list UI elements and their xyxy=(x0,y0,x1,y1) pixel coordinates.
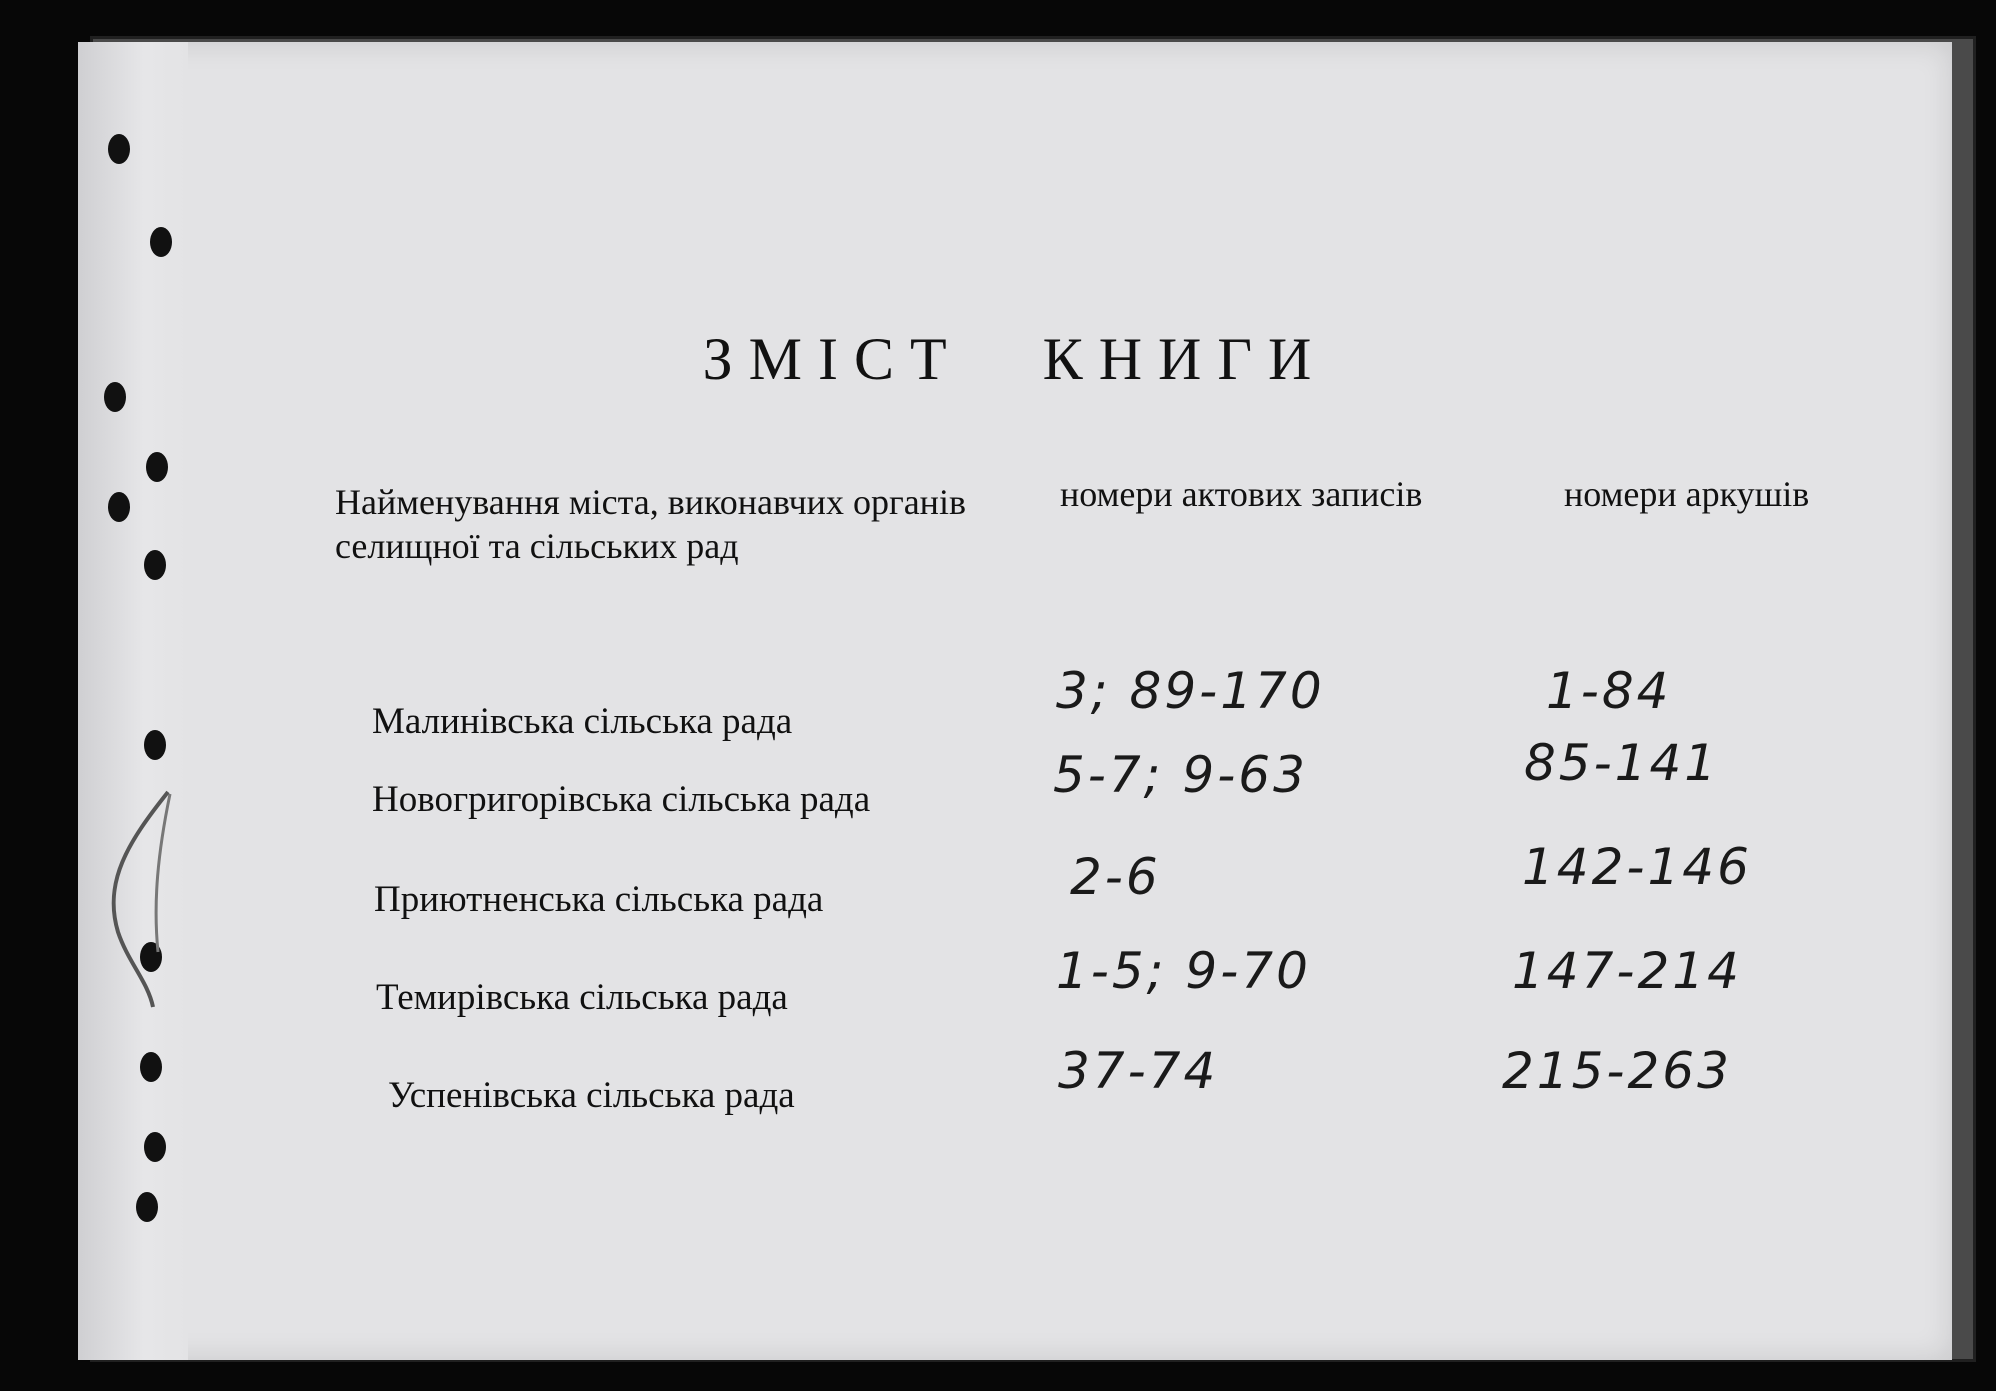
binding-hole xyxy=(150,227,172,257)
title-word-1: ЗМІСТ xyxy=(702,326,963,392)
binding-hole xyxy=(108,134,130,164)
book-page xyxy=(78,42,1952,1360)
row-sheet-numbers: 1-84 xyxy=(1546,662,1672,720)
row-council-name: Малинівська сільська рада xyxy=(372,701,793,742)
row-sheet-numbers: 215-263 xyxy=(1502,1042,1732,1100)
row-council-name: Новогригорівська сільська рада xyxy=(372,779,871,820)
binding-string xyxy=(108,782,178,1012)
row-record-numbers: 1-5; 9-70 xyxy=(1056,942,1311,1000)
row-record-numbers: 3; 89-170 xyxy=(1056,662,1325,720)
row-sheet-numbers: 85-141 xyxy=(1524,734,1720,792)
row-sheet-numbers: 142-146 xyxy=(1522,838,1752,896)
row-record-numbers: 37-74 xyxy=(1058,1042,1219,1100)
binding-hole xyxy=(144,730,166,760)
binding-hole xyxy=(140,1052,162,1082)
row-record-numbers: 5-7; 9-63 xyxy=(1053,746,1308,804)
binding-hole xyxy=(144,1132,166,1162)
page-title xyxy=(78,325,1952,394)
row-council-name: Приютненська сільська рада xyxy=(374,879,824,920)
binding-hole xyxy=(136,1192,158,1222)
row-council-name: Темирівська сільська рада xyxy=(376,977,788,1018)
row-council-name: Успенівська сільська рада xyxy=(388,1075,795,1116)
header-name-column: Найменування міста, виконавчих органів селищної та сільських рад xyxy=(335,482,966,566)
title-word-2: КНИГИ xyxy=(1042,326,1328,392)
header-sheets-column: номери аркушів xyxy=(1564,474,1810,514)
header-records-column: номери актових записів xyxy=(1060,474,1423,514)
binding-hole xyxy=(108,492,130,522)
row-record-numbers: 2-6 xyxy=(1070,848,1161,906)
binding-hole xyxy=(146,452,168,482)
binding-hole xyxy=(144,550,166,580)
row-sheet-numbers: 147-214 xyxy=(1512,942,1742,1000)
